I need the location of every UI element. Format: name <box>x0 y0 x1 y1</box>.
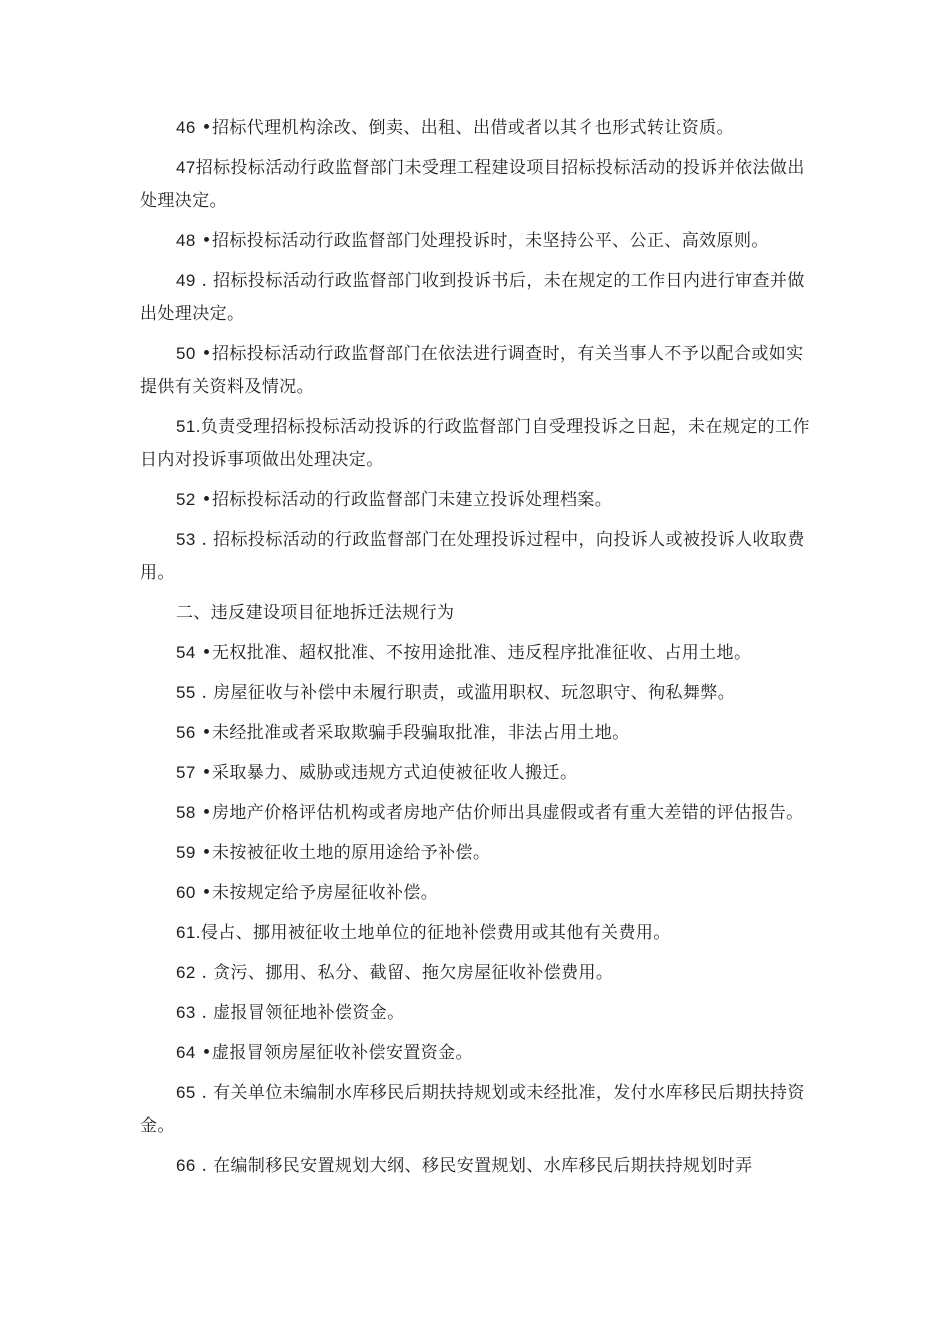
item-number: 62 <box>176 963 196 982</box>
list-item <box>140 337 820 404</box>
item-text: . 招标投标活动的行政监督部门在处理投诉过程中，向投诉人或被投诉人收取费用。 <box>140 530 805 583</box>
item-number: 48 <box>176 231 196 250</box>
item-number: 54 <box>176 643 196 662</box>
item-number: 55 <box>176 683 196 702</box>
list-item <box>140 410 820 477</box>
item-text: •采取暴力、威胁或违规方式迫使被征收人搬迁。 <box>195 763 578 783</box>
list-item <box>140 636 820 670</box>
item-text: . 在编制移民安置规划大纲、移民安置规划、水库移民后期扶持规划时弄 <box>195 1156 753 1176</box>
list-item <box>140 996 820 1030</box>
section-heading <box>140 596 820 630</box>
list-item <box>140 676 820 710</box>
item-number: 51. <box>176 417 201 436</box>
item-text: •招标投标活动行政监督部门处理投诉时，未坚持公平、公正、高效原则。 <box>195 231 769 251</box>
item-text: •招标投标活动行政监督部门在依法进行调查时，有关当事人不予以配合或如实提供有关资料及情况。 <box>140 344 804 397</box>
item-text: •招标投标活动的行政监督部门未建立投诉处理档案。 <box>195 490 613 510</box>
list-item <box>140 264 820 331</box>
list-item <box>140 916 820 950</box>
section-heading-text: 二、违反建设项目征地拆迁法规行为 <box>176 603 455 623</box>
list-item <box>140 483 820 517</box>
item-number: 50 <box>176 344 196 363</box>
list-item <box>140 523 820 590</box>
item-number: 58 <box>176 803 196 822</box>
item-text: •未按被征收土地的原用途给予补偿。 <box>195 843 491 863</box>
list-item <box>140 716 820 750</box>
item-text: . 招标投标活动行政监督部门收到投诉书后，未在规定的工作日内进行审查并做出处理决定。 <box>140 271 805 324</box>
item-text: 负责受理招标投标活动投诉的行政监督部门自受理投诉之日起，未在规定的工作日内对投诉事项做出处理决定。 <box>140 417 810 470</box>
list-item <box>140 1076 820 1143</box>
item-number: 57 <box>176 763 196 782</box>
item-number: 64 <box>176 1043 196 1062</box>
list-item <box>140 796 820 830</box>
item-text: •未按规定给予房屋征收补偿。 <box>195 883 439 903</box>
item-text: •房地产价格评估机构或者房地产估价师出具虚假或者有重大差错的评估报告。 <box>195 803 804 823</box>
item-text: . 虚报冒领征地补偿资金。 <box>195 1003 405 1023</box>
list-item <box>140 224 820 258</box>
item-text: •无权批准、超权批准、不按用途批准、违反程序批准征收、占用土地。 <box>195 643 752 663</box>
document-body <box>140 111 820 1189</box>
item-text: 招标投标活动行政监督部门未受理工程建设项目招标投标活动的投诉并依法做出处理决定。 <box>140 158 805 211</box>
item-number: 63 <box>176 1003 196 1022</box>
item-text: . 房屋征收与补偿中未履行职责，或滥用职权、玩忽职守、徇私舞弊。 <box>195 683 736 703</box>
item-text: •虚报冒领房屋征收补偿安置资金。 <box>195 1043 473 1063</box>
list-item <box>140 836 820 870</box>
item-text: . 有关单位未编制水库移民后期扶持规划或未经批准，发付水库移民后期扶持资金。 <box>140 1083 805 1136</box>
item-text: . 贪污、挪用、私分、截留、拖欠房屋征收补偿费用。 <box>195 963 614 983</box>
item-number: 53 <box>176 530 196 549</box>
item-number: 65 <box>176 1083 196 1102</box>
item-number: 52 <box>176 490 196 509</box>
list-item <box>140 1149 820 1183</box>
item-text: 侵占、挪用被征收土地单位的征地补偿费用或其他有关费用。 <box>200 923 671 943</box>
list-item <box>140 956 820 990</box>
list-item <box>140 876 820 910</box>
list-item <box>140 151 820 218</box>
list-item <box>140 1036 820 1070</box>
item-text: •未经批准或者采取欺骗手段骗取批准，非法占用土地。 <box>195 723 630 743</box>
item-number: 60 <box>176 883 196 902</box>
item-text: •招标代理机构涂改、倒卖、出租、出借或者以其彳也形式转让资质。 <box>195 118 734 138</box>
item-number: 49 <box>176 271 196 290</box>
list-item <box>140 756 820 790</box>
item-number: 46 <box>176 118 196 137</box>
item-number: 61. <box>176 923 201 942</box>
list-item <box>140 111 820 145</box>
item-number: 66 <box>176 1156 196 1175</box>
item-number: 59 <box>176 843 196 862</box>
item-number: 56 <box>176 723 196 742</box>
item-number: 47 <box>176 158 196 177</box>
